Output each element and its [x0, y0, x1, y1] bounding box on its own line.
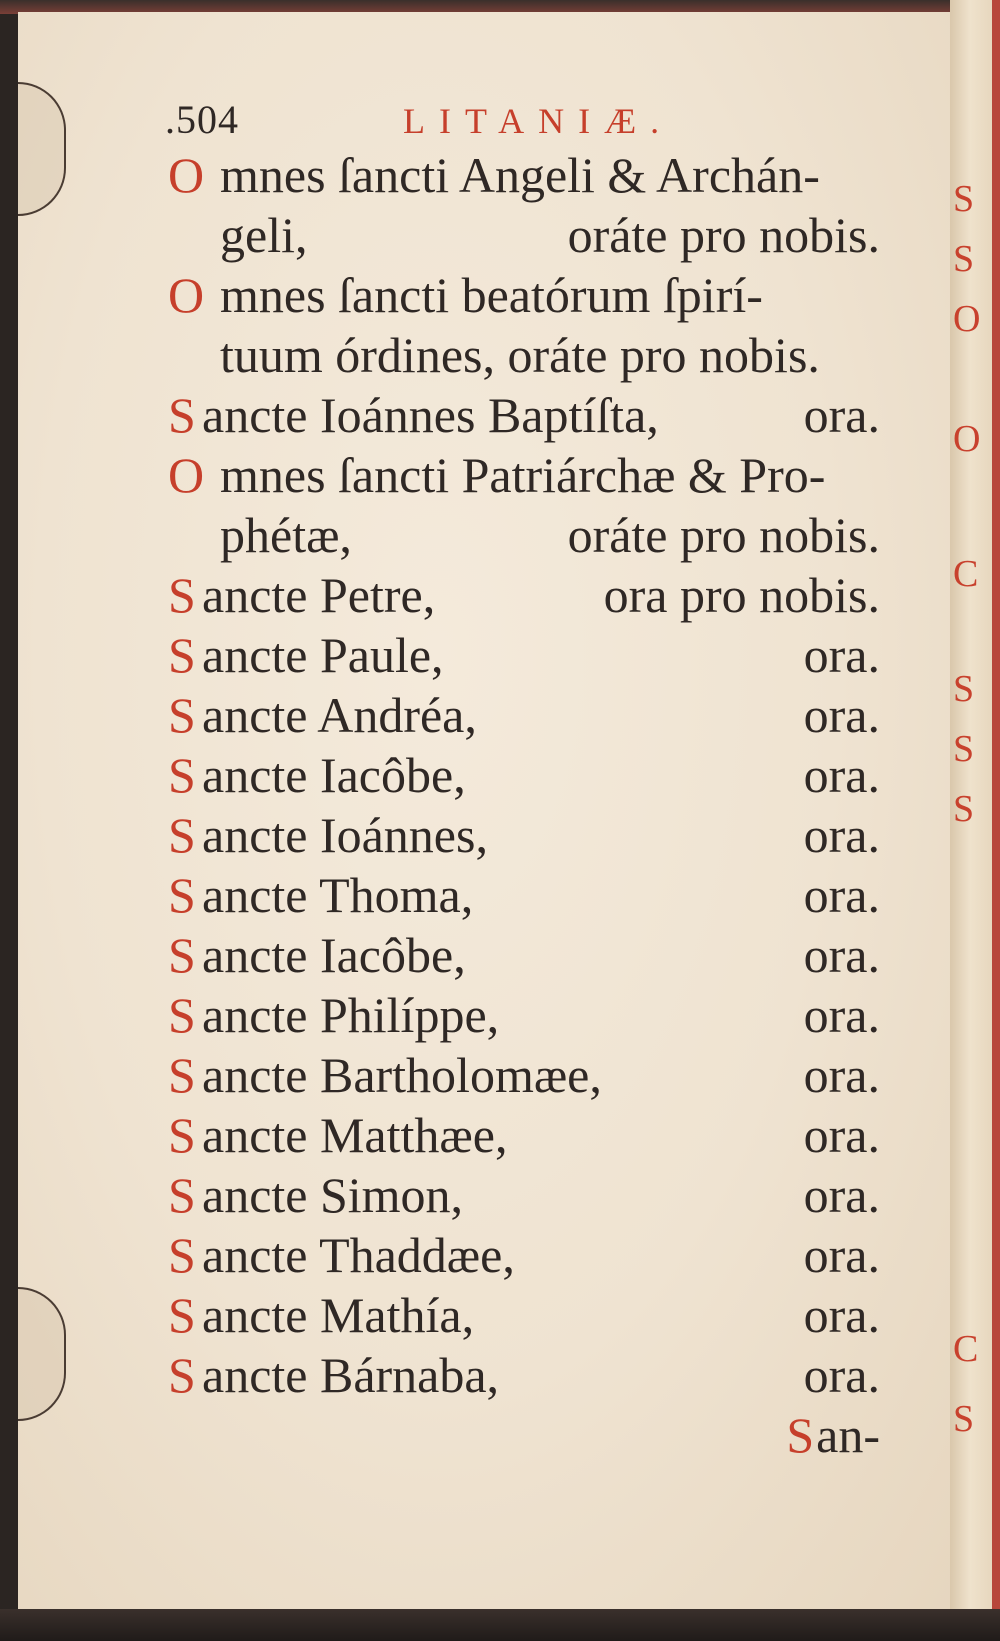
- line-text: ancte Andréa,: [202, 687, 477, 743]
- rubric-initial: S: [168, 1047, 196, 1103]
- response-text: ora.: [803, 1227, 880, 1283]
- rubric-initial: S: [168, 987, 196, 1043]
- page-header: [165, 96, 865, 146]
- response-text: ora.: [803, 1167, 880, 1223]
- line-text: ancte Simon,: [202, 1167, 464, 1223]
- litany-line: [168, 925, 880, 985]
- line-text: ancte Petre,: [202, 567, 436, 623]
- litany-line: [168, 565, 880, 625]
- facing-page-fragment: C: [953, 553, 979, 595]
- rubric-initial: S: [168, 1107, 196, 1163]
- rubric-initial: O: [168, 447, 205, 503]
- book-bottom-edge: [0, 1609, 1000, 1641]
- rubric-initial: S: [168, 627, 196, 683]
- litany-text: [168, 145, 880, 1465]
- facing-page-fragment: S: [953, 178, 975, 220]
- line-text: ancte Iacôbe,: [202, 747, 466, 803]
- catchword: [786, 1405, 880, 1465]
- response-text: ora.: [803, 867, 880, 923]
- litany-line: [168, 685, 880, 745]
- litany-line: [168, 385, 880, 445]
- page-clasp-top: [18, 82, 66, 216]
- litany-line: [168, 985, 880, 1045]
- response-text: ora.: [803, 987, 880, 1043]
- litany-line: [168, 145, 880, 205]
- rubric-initial: O: [168, 267, 205, 323]
- rubric-initial: O: [168, 147, 205, 203]
- facing-page-fragment: S: [953, 668, 975, 710]
- line-text: geli,: [220, 207, 308, 263]
- litany-line: [168, 505, 880, 565]
- response-text: ora.: [803, 1287, 880, 1343]
- litany-line: [168, 1105, 880, 1165]
- line-text: ancte Matthæe,: [202, 1107, 508, 1163]
- response-text: ora.: [803, 1347, 880, 1403]
- rubric-initial: S: [168, 927, 196, 983]
- litany-line: [168, 1165, 880, 1225]
- response-text: ora.: [803, 627, 880, 683]
- facing-page-fragment: S: [953, 788, 975, 830]
- line-text: ancte Mathía,: [202, 1287, 475, 1343]
- facing-page-fragment: C: [953, 1328, 979, 1370]
- litany-line: [168, 1345, 880, 1405]
- line-text: ancte Ioánnes Baptíſta,: [202, 387, 659, 443]
- litany-line: [168, 745, 880, 805]
- line-text: ancte Thoma,: [202, 867, 474, 923]
- response-text: oráte pro nobis.: [567, 207, 880, 263]
- response-text: ora.: [803, 387, 880, 443]
- rubric-initial: S: [168, 387, 196, 443]
- litany-line: [168, 1045, 880, 1105]
- facing-page-fragment: S: [953, 238, 975, 280]
- line-text: ancte Paule,: [202, 627, 444, 683]
- litany-line: [168, 325, 880, 385]
- line-text: mnes ſancti Angeli & Archán-: [220, 147, 820, 203]
- line-text: ancte Bárnaba,: [202, 1347, 500, 1403]
- rubric-initial: S: [168, 747, 196, 803]
- rubric-initial: S: [168, 1167, 196, 1223]
- rubric-initial: S: [168, 867, 196, 923]
- rubric-initial: S: [168, 1347, 196, 1403]
- facing-page-fragment: O: [953, 298, 981, 340]
- running-title: LITANIÆ.: [403, 101, 674, 141]
- litany-line: [168, 625, 880, 685]
- line-text: mnes ſancti beatórum ſpirí-: [220, 267, 763, 323]
- response-text: ora.: [803, 927, 880, 983]
- response-text: ora.: [803, 807, 880, 863]
- line-text: ancte Thaddæe,: [202, 1227, 515, 1283]
- line-text: ancte Ioánnes,: [202, 807, 488, 863]
- line-text: tuum órdines, oráte pro nobis.: [220, 327, 820, 383]
- binding-cloth: [992, 0, 1000, 1641]
- facing-page-edge: [950, 0, 1000, 1641]
- litany-line: [168, 805, 880, 865]
- line-text: ancte Philíppe,: [202, 987, 500, 1043]
- page-number: .504: [165, 97, 239, 142]
- response-text: ora.: [803, 1047, 880, 1103]
- facing-page-fragment: S: [953, 728, 975, 770]
- rubric-initial: S: [168, 687, 196, 743]
- litany-line: [168, 445, 880, 505]
- rubric-initial: S: [168, 807, 196, 863]
- litany-line: [168, 1285, 880, 1345]
- litany-line: [168, 265, 880, 325]
- line-text: ancte Bartholomæe,: [202, 1047, 602, 1103]
- rubric-initial: S: [168, 1227, 196, 1283]
- facing-page-fragment: O: [953, 418, 981, 460]
- response-text: ora.: [803, 687, 880, 743]
- response-text: ora.: [803, 747, 880, 803]
- rubric-initial: S: [786, 1407, 815, 1463]
- catchword-text: an-: [816, 1407, 880, 1463]
- response-text: ora.: [803, 1107, 880, 1163]
- response-text: ora pro nobis.: [603, 567, 880, 623]
- line-text: ancte Iacôbe,: [202, 927, 466, 983]
- rubric-initial: S: [168, 1287, 196, 1343]
- litany-line: [168, 205, 880, 265]
- line-text: mnes ſancti Patriárchæ & Pro-: [220, 447, 826, 503]
- catchword-line: [168, 1405, 880, 1465]
- response-text: oráte pro nobis.: [567, 507, 880, 563]
- litany-line: [168, 865, 880, 925]
- line-text: phétæ,: [220, 507, 352, 563]
- page-clasp-bottom: [18, 1287, 66, 1421]
- litany-line: [168, 1225, 880, 1285]
- rubric-initial: S: [168, 567, 196, 623]
- facing-page-fragment: S: [953, 1398, 975, 1440]
